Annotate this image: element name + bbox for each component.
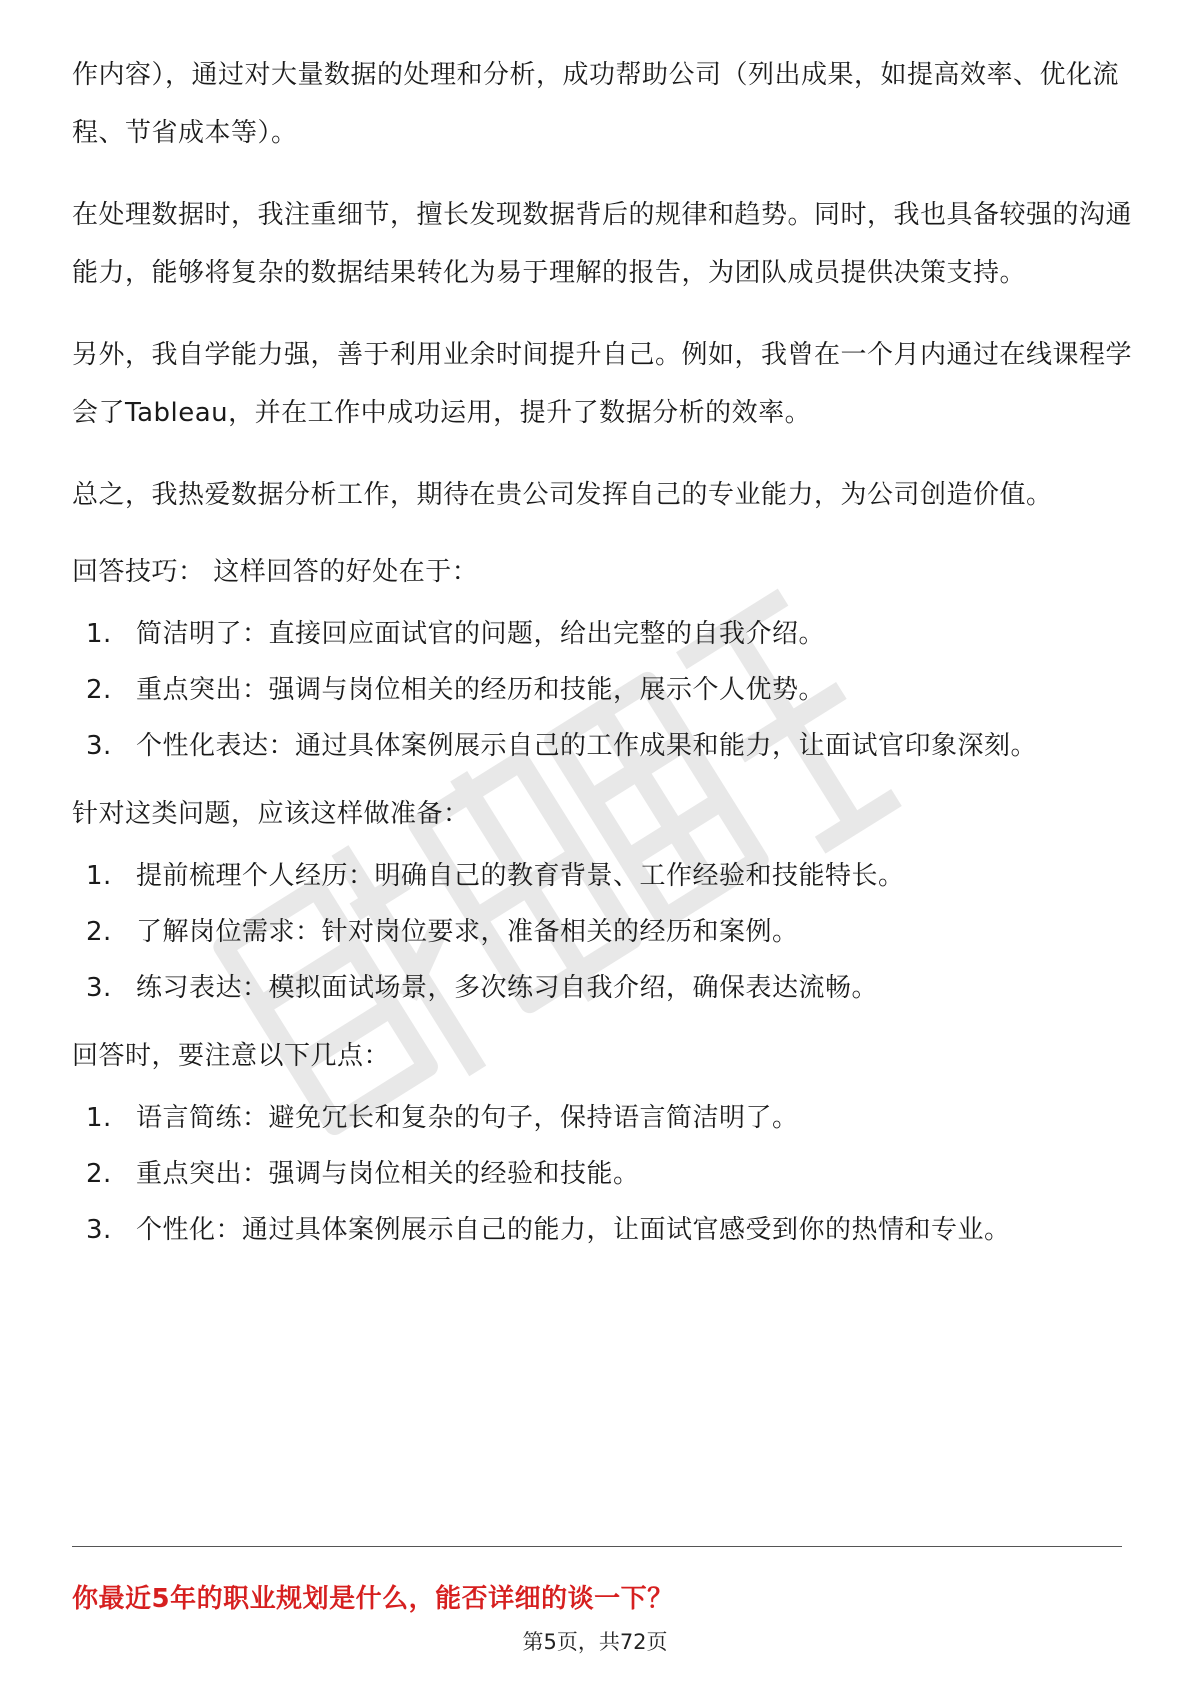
notes-list bbox=[72, 1098, 1132, 1250]
paragraph-results: 作内容），通过对大量数据的处理和分析，成功帮助公司（列出成果，如提高效率、优化流程、节省成本等）。 bbox=[72, 60, 1120, 148]
list-item bbox=[72, 1098, 1132, 1138]
list-text: 重点突出：强调与岗位相关的经历和技能，展示个人优势。 bbox=[136, 675, 826, 705]
paragraph-conclusion: 总之，我热爱数据分析工作，期待在贵公司发挥自己的专业能力，为公司创造价值。 bbox=[72, 480, 1053, 510]
list-item bbox=[72, 856, 1132, 896]
list-number: 1. bbox=[86, 619, 112, 649]
list-text: 提前梳理个人经历：明确自己的教育背景、工作经验和技能特长。 bbox=[136, 861, 905, 891]
list-text: 语言简练：避免冗长和复杂的句子，保持语言简洁明了。 bbox=[136, 1103, 799, 1133]
next-question-heading: 你最近5年的职业规划是什么，能否详细的谈一下？ bbox=[72, 1584, 674, 1614]
prep-list bbox=[72, 856, 1132, 1008]
list-number: 3. bbox=[86, 973, 112, 1003]
main-content bbox=[72, 46, 1132, 1266]
prep-heading: 针对这类问题，应该这样做准备： bbox=[72, 799, 470, 829]
list-number: 1. bbox=[86, 861, 112, 891]
list-number: 2. bbox=[86, 675, 112, 705]
list-item bbox=[72, 670, 1132, 710]
list-item bbox=[72, 968, 1132, 1008]
list-item bbox=[72, 912, 1132, 952]
notes-heading: 回答时，要注意以下几点： bbox=[72, 1041, 391, 1071]
list-text: 简洁明了：直接回应面试官的问题，给出完整的自我介绍。 bbox=[136, 619, 826, 649]
list-number: 3. bbox=[86, 1215, 112, 1245]
tips-heading: 回答技巧： 这样回答的好处在于： bbox=[72, 557, 479, 587]
list-text: 个性化表达：通过具体案例展示自己的工作成果和能力，让面试官印象深刻。 bbox=[136, 731, 1038, 761]
list-text: 了解岗位需求：针对岗位要求，准备相关的经历和案例。 bbox=[136, 917, 799, 947]
list-text: 重点突出：强调与岗位相关的经验和技能。 bbox=[136, 1159, 640, 1189]
list-number: 1. bbox=[86, 1103, 112, 1133]
list-number: 2. bbox=[86, 1159, 112, 1189]
list-text: 练习表达：模拟面试场景，多次练习自我介绍，确保表达流畅。 bbox=[136, 973, 879, 1003]
list-number: 3. bbox=[86, 731, 112, 761]
list-item bbox=[72, 1210, 1132, 1250]
section-divider bbox=[72, 1546, 1122, 1547]
list-item bbox=[72, 726, 1132, 766]
paragraph-detail-communication: 在处理数据时，我注重细节，擅长发现数据背后的规律和趋势。同时，我也具备较强的沟通能力，能够将复杂的数据结果转化为易于理解的报告，为团队成员提供决策支持。 bbox=[72, 200, 1133, 288]
paragraph-self-learning: 另外，我自学能力强，善于利用业余时间提升自己。例如，我曾在一个月内通过在线课程学会了Tableau，并在工作中成功运用，提升了数据分析的效率。 bbox=[72, 340, 1133, 428]
list-text: 个性化：通过具体案例展示自己的能力，让面试官感受到你的热情和专业。 bbox=[136, 1215, 1011, 1245]
list-item bbox=[72, 614, 1132, 654]
tips-list bbox=[72, 614, 1132, 766]
list-number: 2. bbox=[86, 917, 112, 947]
page-number: 第5页，共72页 bbox=[522, 1630, 668, 1654]
list-item bbox=[72, 1154, 1132, 1194]
